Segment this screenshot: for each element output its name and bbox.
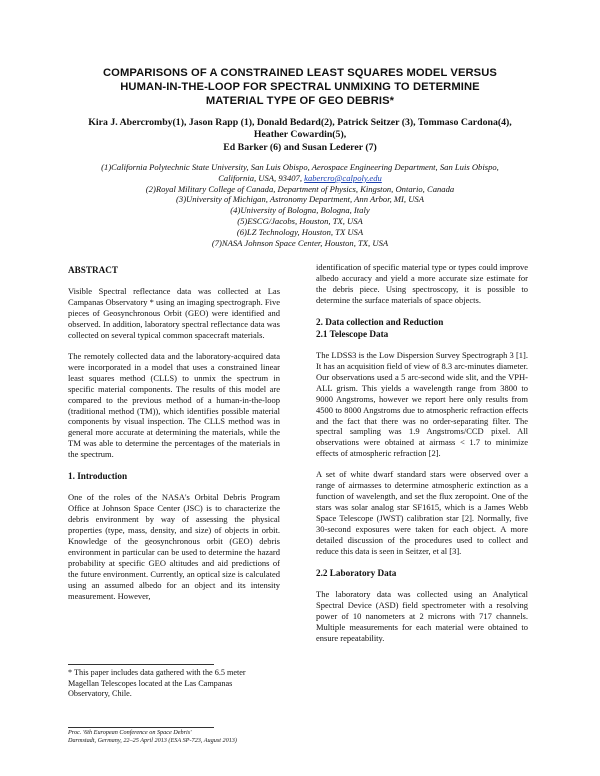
introduction-paragraph-1: One of the roles of the NASA's Orbital Debris Program Office at Johnson Space Center (JSC) is to characterize the debris environment by way of assessing the physical properties (type, mass, density, and size) of objects in orbit. Knowledge of the geosynchronous orbit (GEO) debris environment in particular can be used to determine the hazard probability at specific GEO altitudes and aid predictions of the future environment. Currently, an optical size is calculated using an assumed albedo for an object and its intensity measurement. However, <box>68 492 280 601</box>
author-email-link[interactable]: kabercro@calpoly.edu <box>304 172 382 183</box>
left-column <box>68 264 280 602</box>
affiliation-1-cont <box>58 173 542 184</box>
footnote: * This paper includes data gathered with the 6.5 meter Magellan Telescopes located at the Las Campanas Observatory, Chile. <box>68 668 246 699</box>
right-column <box>316 262 528 644</box>
affiliation-2: (2)Royal Military College of Canada, Department of Physics, Kingston, Ontario, Canada <box>145 183 455 194</box>
abstract-paragraph-1: Visible Spectral reflectance data was collected at Las Campanas Observatory * using an imaging spectrograph. Five pieces of Geosynchronous Orbit (GEO) were identified and observed. In addition, laboratory spectral reflectance data was collected on several typical common spacecraft materials. <box>68 286 280 340</box>
intro-continuation: identification of specific material type or types could improve albedo accuracy and yield a more accurate size estimate for the debris piece. Using spectroscopy, it is possible to determine the surface materials of space objects. <box>316 262 528 305</box>
affiliation-6: (6)LZ Technology, Houston, TX USA <box>236 226 364 237</box>
section-2-1-heading: 2.1 Telescope Data <box>316 328 389 339</box>
telescope-paragraph-1: The LDSS3 is the Low Dispersion Survey Spectrograph 3 [1]. It has an acquisition field of view of 8.3 arc-minutes diameter. Our observations used a 5 arc-second wide slit, and the VPH-ALL grism. This yields a wavelength range from 3800 to 9000 Angstroms, however we report here only results from 4500 to 8000 Angstroms due to atmospheric refraction effects and the fact that there was no order-separating filter. The spectral sampling was 1.9 Angstroms/CCD pixel. All observations were obtained at airmass < 1.7 to minimize effects of atmospheric refraction [2]. <box>316 349 528 459</box>
introduction-heading: 1. Introduction <box>68 471 128 482</box>
proceedings-rule <box>68 727 214 728</box>
author-line: Ed Barker (6) and Susan Lederer (7) <box>223 141 377 153</box>
paper-title <box>70 66 530 109</box>
affiliation-7: (7)NASA Johnson Space Center, Houston, TX, USA <box>211 237 389 248</box>
affiliation-4: (4)University of Bologna, Bologna, Italy <box>230 205 370 216</box>
affiliation-1: (1)California Polytechnic State University, San Luis Obispo, Aerospace Engineering Department, San Luis Obispo, <box>101 162 499 172</box>
title-line: MATERIAL TYPE OF GEO DEBRIS* <box>205 95 395 108</box>
affiliation-3: (3)University of Michigan, Astronomy Department, Ann Arbor, MI, USA <box>176 194 424 205</box>
author-line: Heather Cowardin(5), <box>253 129 347 141</box>
section-2-heading: 2. Data collection and Reduction <box>316 316 444 327</box>
abstract-heading: ABSTRACT <box>68 265 119 275</box>
affiliation-5: (5)ESCG/Jacobs, Houston, TX, USA <box>237 215 363 226</box>
proceedings-info <box>68 729 298 745</box>
proceedings-line: Proc. '6th European Conference on Space Debris' <box>68 729 192 736</box>
affiliation-1-address: California, USA, 93407, <box>218 172 305 183</box>
author-list <box>70 117 530 154</box>
telescope-paragraph-2: A set of white dwarf standard stars were observed over a range of airmasses to determine atmospheric extinction as a function of wavelength, and set the flux zeropoint. One of the stars was solar analog star SF1615, which is a James Webb Space Telescope (JWST) calibration star [2]. Normally, five 30-second exposures were taken for each object. A more detailed discussion of the procedures used to collect and reduce this data is seen in Seitzer, et al [3]. <box>316 469 528 557</box>
title-line: COMPARISONS OF A CONSTRAINED LEAST SQUARES MODEL VERSUS <box>103 67 497 79</box>
section-2-2-heading: 2.2 Laboratory Data <box>316 567 397 578</box>
title-line: HUMAN-IN-THE-LOOP FOR SPECTRAL UNMIXING TO DETERMINE <box>120 81 480 94</box>
abstract-paragraph-2: The remotely collected data and the laboratory-acquired data were incorporated in a model that uses a constrained linear least squares method (CLLS) to unmix the spectrum in specific material components. The results of this model are compared to the previous method of a human-in-the-loop (traditional method (TM)), which identifies possible material components by visual inspection. The CLLS method was in general more accurate at determining the materials, while the TM was able to determine the percentages of the materials in the spectrum. <box>68 350 280 460</box>
footnote-rule <box>68 664 214 665</box>
proceedings-line: Darmstadt, Germany, 22–25 April 2013 (ESA SP-723, August 2013) <box>68 737 237 745</box>
affiliations <box>58 162 542 248</box>
laboratory-paragraph-1: The laboratory data was collected using an Analytical Spectral Device (ASD) field spectrometer with a resolving power of 10 nanometers at 2 microns with 717 channels. Multiple measurements for each material were obtained to ensure repeatability. <box>316 588 528 643</box>
author-line: Kira J. Abercromby(1), Jason Rapp (1), Donald Bedard(2), Patrick Seitzer (3), Tommaso Cardona(4), <box>88 117 512 128</box>
